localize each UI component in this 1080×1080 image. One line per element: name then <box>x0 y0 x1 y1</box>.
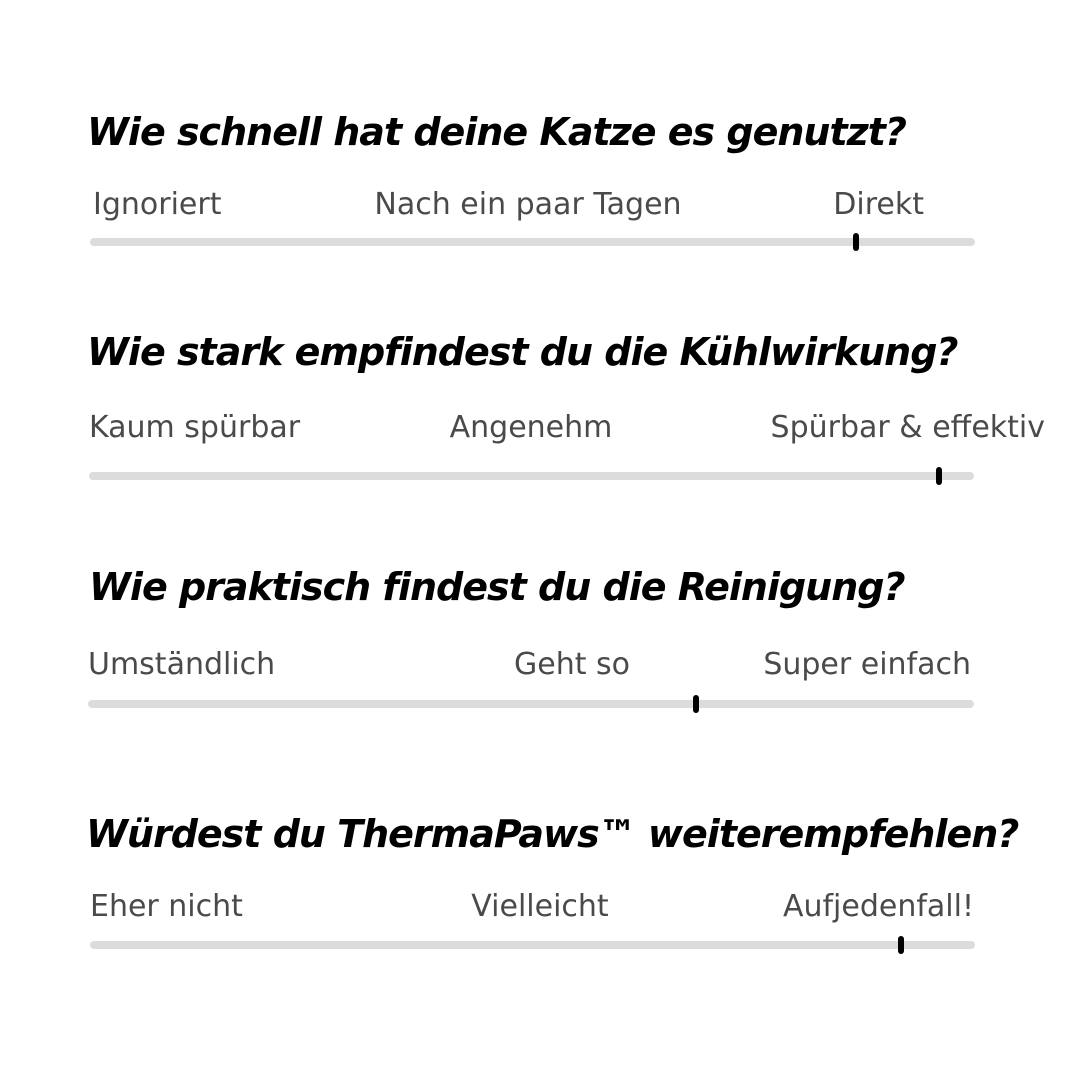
question-1-slider-thumb[interactable] <box>853 233 859 251</box>
question-4-label-high: Aufjedenfall! <box>782 889 974 924</box>
question-1-label-mid: Nach ein paar Tagen <box>374 187 682 222</box>
question-3-title: Wie praktisch findest du die Reinigung? <box>89 565 905 609</box>
question-4-label-low: Eher nicht <box>90 889 243 924</box>
question-4-slider-thumb[interactable] <box>898 936 904 954</box>
question-4-title: Würdest du ThermaPaws™ weiterempfehlen? <box>86 812 1019 856</box>
question-3-slider-track[interactable] <box>88 700 974 708</box>
question-3-label-high: Super einfach <box>763 647 971 682</box>
question-2-slider-track[interactable] <box>89 472 974 480</box>
question-2-title: Wie stark empfindest du die Kühlwirkung? <box>87 330 958 374</box>
question-2-label-low: Kaum spürbar <box>89 410 301 445</box>
question-3-slider-thumb[interactable] <box>693 695 699 713</box>
question-3-label-mid: Geht so <box>513 647 631 682</box>
question-1-slider-track[interactable] <box>90 238 975 246</box>
question-2-slider-thumb[interactable] <box>936 467 942 485</box>
question-1-title: Wie schnell hat deine Katze es genutzt? <box>87 110 906 154</box>
question-3-label-low: Umständlich <box>88 647 276 682</box>
question-1-label-low: Ignoriert <box>93 187 222 222</box>
question-4-label-mid: Vielleicht <box>471 889 609 924</box>
question-2-label-high: Spürbar & effektiv <box>770 410 1045 445</box>
question-2-label-mid: Angenehm <box>449 410 613 445</box>
question-4-slider-track[interactable] <box>90 941 975 949</box>
question-1-label-high: Direkt <box>833 187 924 222</box>
